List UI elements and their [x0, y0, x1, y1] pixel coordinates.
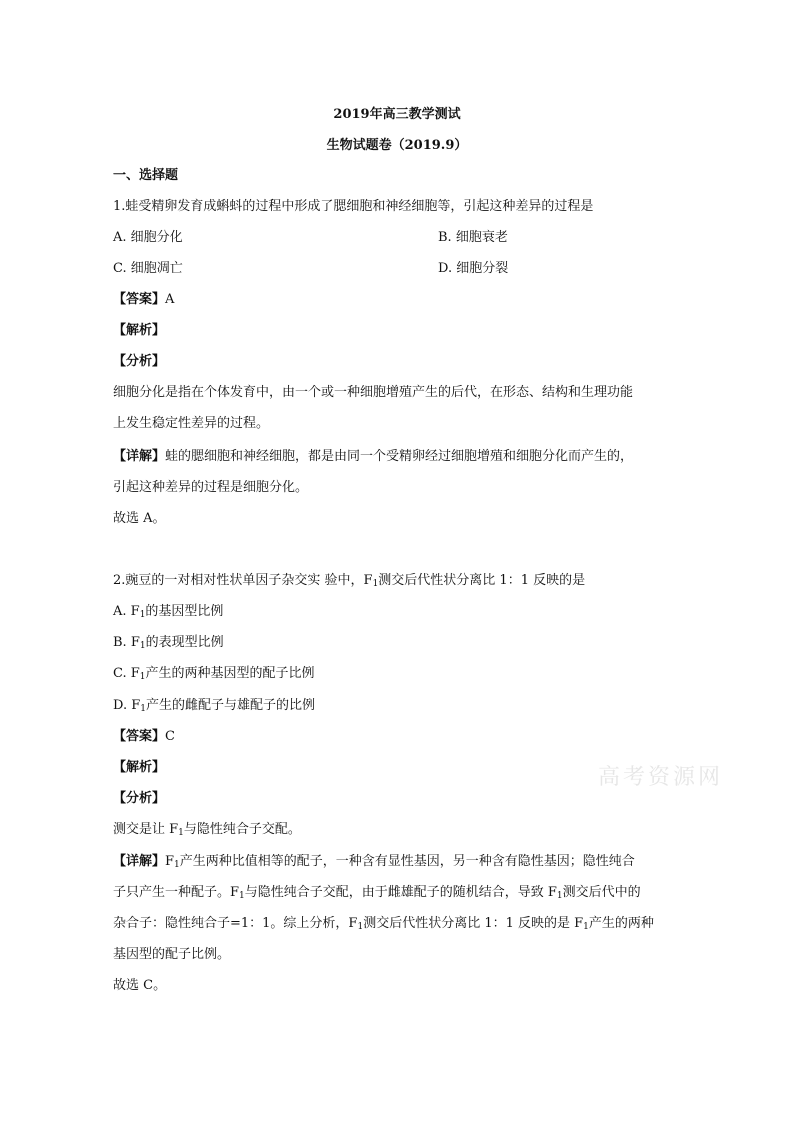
q2-option-a: A. $F_1$的基因型比例 — [113, 604, 224, 620]
q2-detail-line-4: 基因型的配子比例。 — [113, 947, 231, 962]
q1-fenxi-line-1: 细胞分化是指在个体发育中，由一个或一种细胞增殖产生的后代，在形态、结构和生理功能 — [113, 385, 634, 400]
q1-fenxi-tag: 【分析】 — [113, 354, 166, 369]
q1-option-a: A. 细胞分化 — [113, 230, 183, 245]
q1-option-b: B. 细胞衰老 — [438, 230, 508, 245]
q1-analysis-tag: 【解析】 — [113, 323, 166, 338]
q1-answer — [113, 291, 174, 309]
answer-value: A — [165, 292, 175, 307]
q2-conclusion: 故选 C。 — [113, 978, 167, 993]
q2-stem: 2.豌豆的一对相对性状单因子杂交实 验中，$F_1$测交后代性状分离比 1：1 反映的是 — [113, 573, 586, 589]
exam-subtitle: 生物试题卷（2019.9） — [326, 138, 468, 153]
exam-title: 2019年高三教学测试 — [333, 107, 461, 122]
q2-detail-line-3: 杂合子：隐性纯合子=1：1。综上分析，$F_1$测交后代性状分离比 1：1 反映的是 $F_1$产生的两种 — [113, 916, 654, 932]
detail-tag: 【详解】 — [113, 449, 166, 464]
answer-tag: 【答案】 — [113, 292, 166, 307]
answer-tag: 【答案】 — [113, 729, 166, 744]
watermark: 高考资源网 — [598, 765, 724, 790]
answer-value: C — [165, 729, 175, 744]
q2-fenxi-line: 测交是让 $F_1$与隐性纯合子交配。 — [113, 822, 301, 838]
q1-stem: 1.蛙受精卵发育成蝌蚪的过程中形成了腮细胞和神经细胞等，引起这种差异的过程是 — [113, 199, 594, 214]
q2-analysis-tag: 【解析】 — [113, 760, 166, 775]
q2-fenxi-tag: 【分析】 — [113, 791, 166, 806]
q1-detail-line-1: 【详解】蛙的腮细胞和神经细胞，都是由同一个受精卵经过细胞增殖和细胞分化而产生的， — [113, 449, 634, 464]
q2-option-c: C. $F_1$产生的两种基因型的配子比例 — [113, 666, 315, 682]
section-heading: 一、选择题 — [113, 168, 179, 183]
q2-detail-line-2: 子只产生一种配子。$F_1$与隐性纯合子交配，由于雌雄配子的随机结合，导致 $F_1$测交后代中的 — [113, 885, 641, 901]
q2-option-d: D. $F_1$产生的雌配子与雄配子的比例 — [113, 698, 315, 714]
q1-option-c: C. 细胞凋亡 — [113, 261, 183, 276]
q1-option-d: D. 细胞分裂 — [438, 261, 509, 276]
q2-answer — [113, 728, 175, 746]
q1-conclusion: 故选 A。 — [113, 511, 166, 526]
q1-detail-line-2: 引起这种差异的过程是细胞分化。 — [113, 480, 309, 495]
detail-tag: 【详解】 — [113, 854, 166, 869]
q1-fenxi-line-2: 上发生稳定性差异的过程。 — [113, 416, 270, 431]
q2-detail-line-1: 【详解】$F_1$产生两种比值相等的配子，一种含有显性基因，另一种含有隐性基因；隐性纯合 — [113, 854, 635, 870]
q2-option-b: B. $F_1$的表现型比例 — [113, 635, 224, 651]
